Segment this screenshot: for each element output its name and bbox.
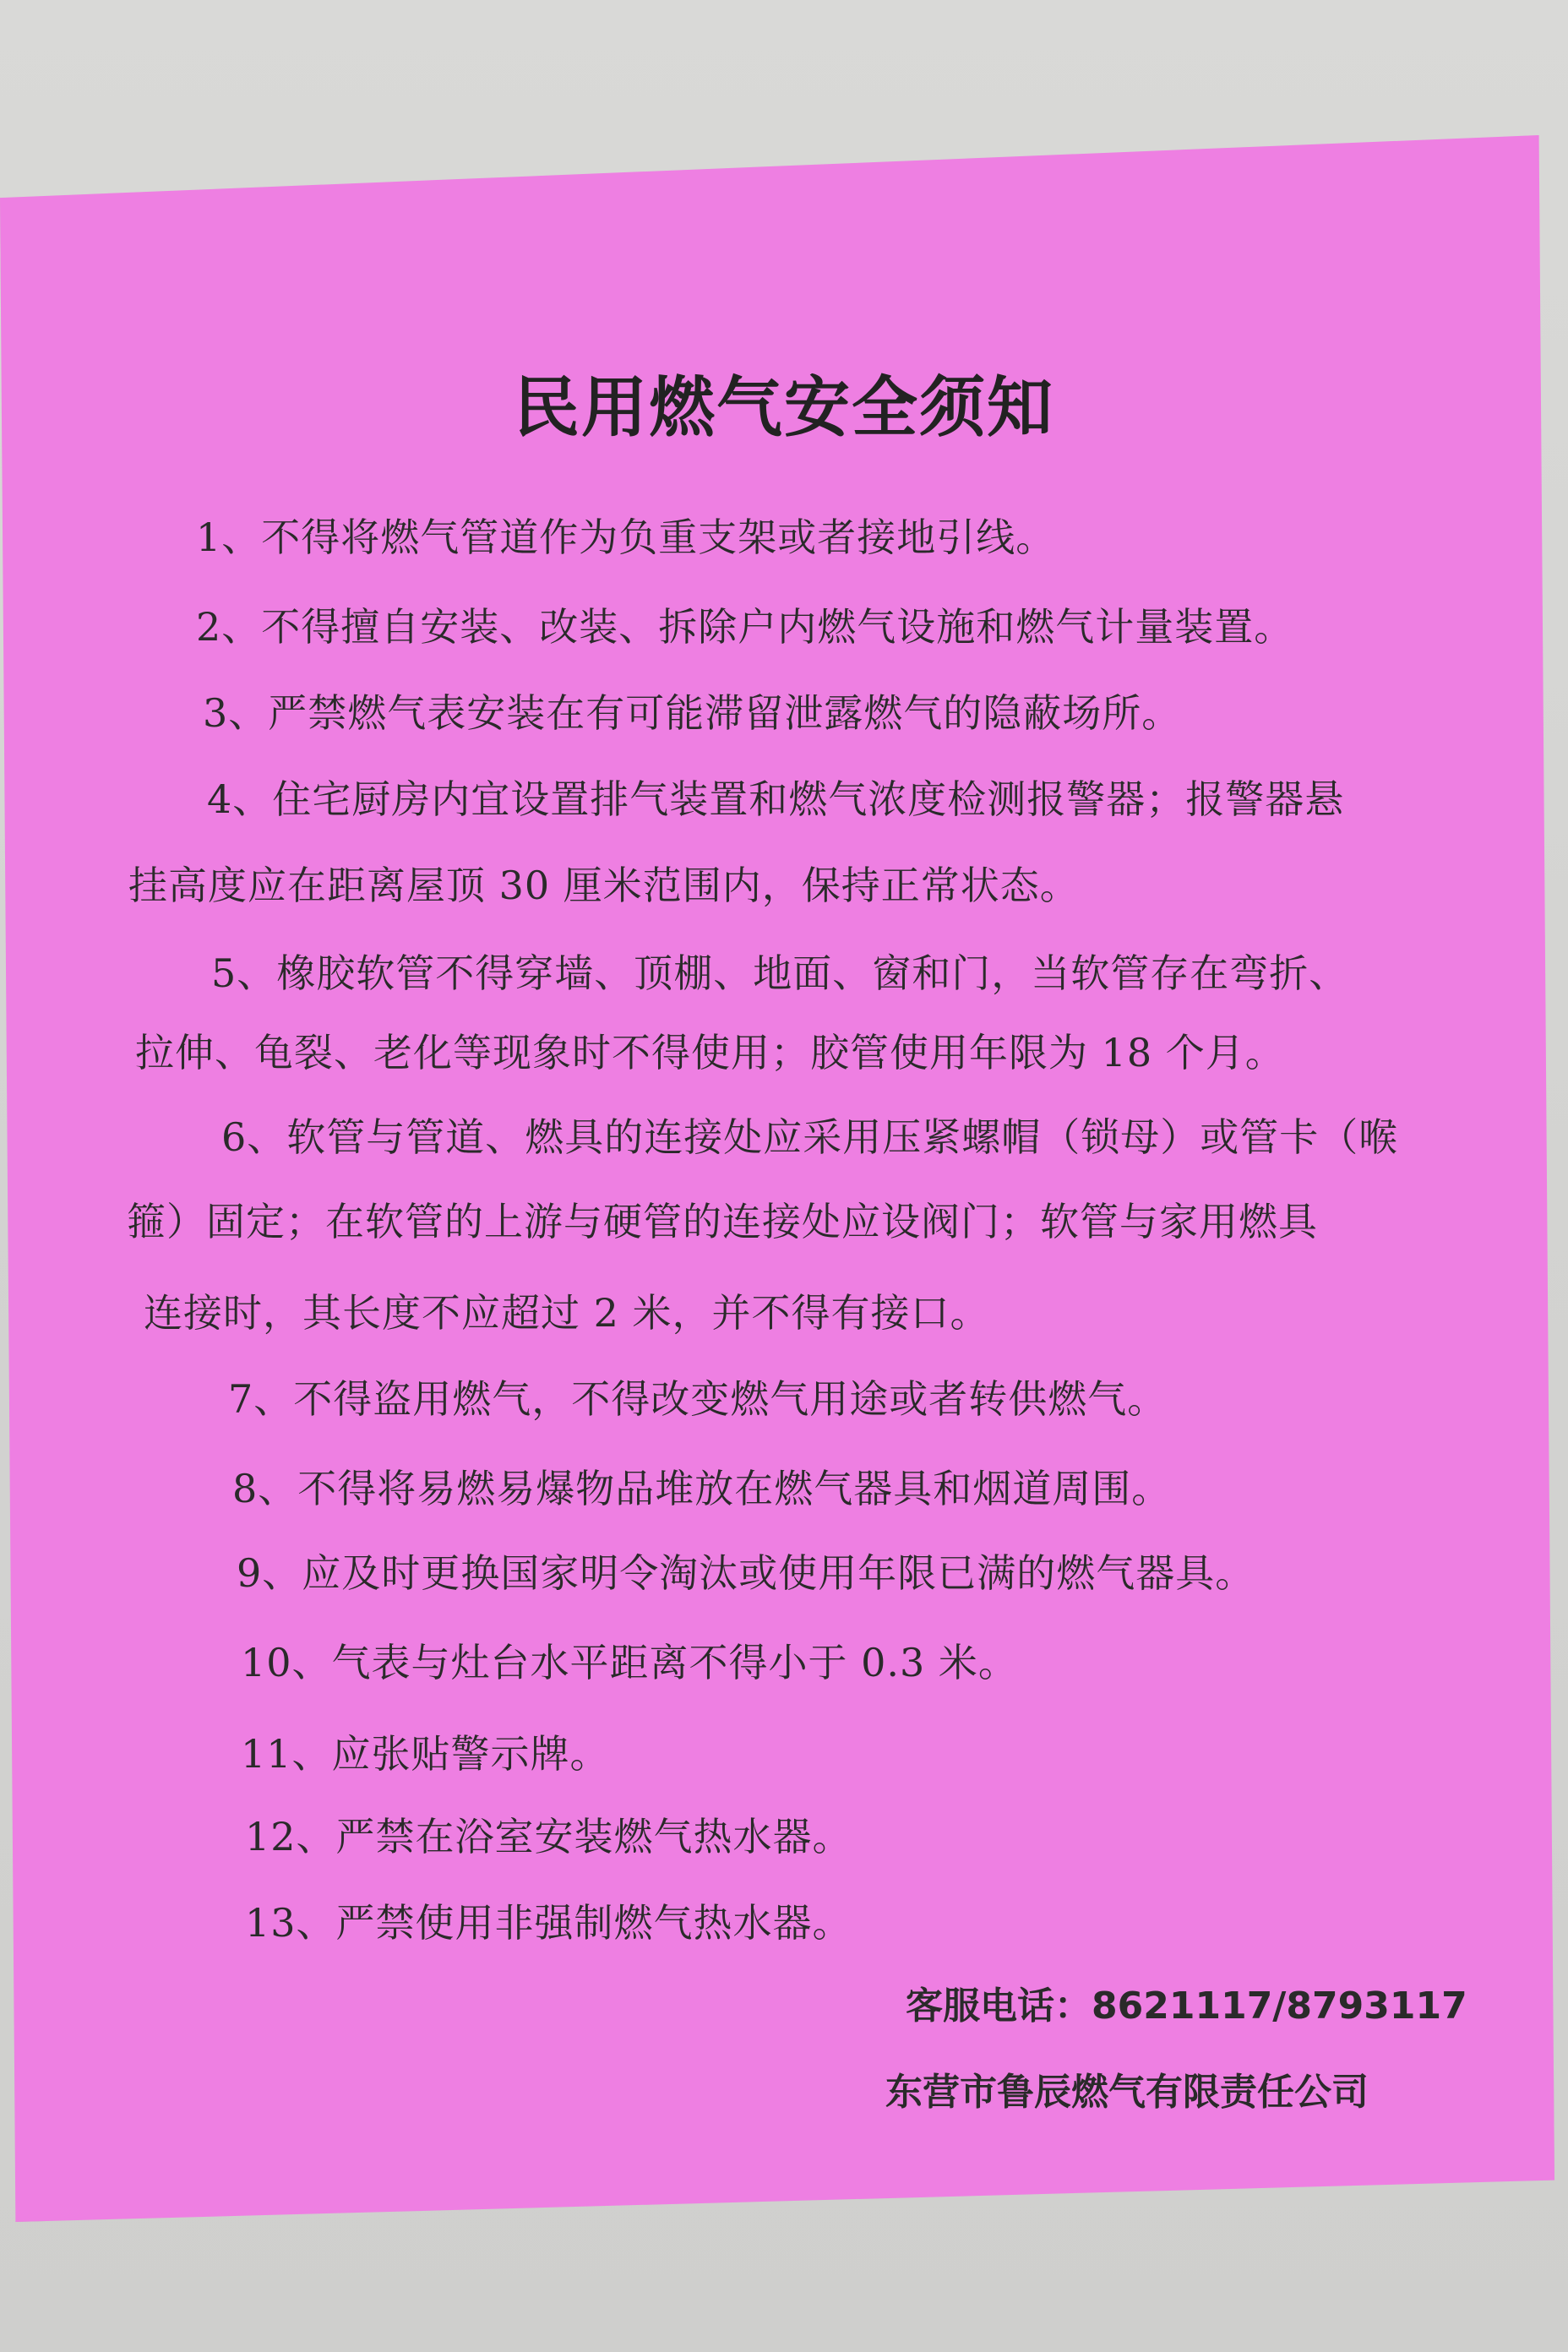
item-11-line-1: 11、应张贴警示牌。 bbox=[241, 1731, 610, 1777]
item-5-line-1: 5、橡胶软管不得穿墙、顶棚、地面、窗和门，当软管存在弯折、 bbox=[211, 950, 1349, 996]
item-8-line-1: 8、不得将易燃易爆物品堆放在燃气器具和烟道周围。 bbox=[232, 1466, 1172, 1511]
item-1-line-1: 1、不得将燃气管道作为负重支架或者接地引线。 bbox=[196, 514, 1056, 560]
item-4-line-2: 挂高度应在距离屋顶 30 厘米范围内，保持正常状态。 bbox=[128, 863, 1080, 908]
item-9-line-1: 9、应及时更换国家明令淘汰或使用年限已满的燃气器具。 bbox=[237, 1550, 1255, 1596]
item-6-line-1: 6、软管与管道、燃具的连接处应采用压紧螺帽（锁母）或管卡（喉 bbox=[221, 1114, 1399, 1160]
notice-title: 民用燃气安全须知 bbox=[513, 370, 1054, 446]
item-13-line-1: 13、严禁使用非强制燃气热水器。 bbox=[245, 1900, 852, 1946]
item-3-line-1: 3、严禁燃气表安装在有可能滞留泄露燃气的隐蔽场所。 bbox=[203, 690, 1182, 736]
customer-service-phone: 客服电话：8621117/8793117 bbox=[906, 1984, 1467, 2028]
company-name: 东营市鲁辰燃气有限责任公司 bbox=[885, 2071, 1369, 2114]
item-4-line-1: 4、住宅厨房内宜设置排气装置和燃气浓度检测报警器；报警器悬 bbox=[207, 776, 1345, 822]
item-12-line-1: 12、严禁在浴室安装燃气热水器。 bbox=[245, 1814, 852, 1859]
item-2-line-1: 2、不得擅自安装、改装、拆除户内燃气设施和燃气计量装置。 bbox=[196, 604, 1294, 650]
item-7-line-1: 7、不得盗用燃气，不得改变燃气用途或者转供燃气。 bbox=[228, 1376, 1168, 1422]
item-5-line-2: 拉伸、龟裂、老化等现象时不得使用；胶管使用年限为 18 个月。 bbox=[135, 1030, 1285, 1075]
item-6-line-3: 连接时，其长度不应超过 2 米，并不得有接口。 bbox=[144, 1290, 990, 1336]
item-10-line-1: 10、气表与灶台水平距离不得小于 0.3 米。 bbox=[241, 1640, 1018, 1685]
item-6-line-2: 箍）固定；在软管的上游与硬管的连接处应设阀门；软管与家用燃具 bbox=[127, 1199, 1318, 1244]
